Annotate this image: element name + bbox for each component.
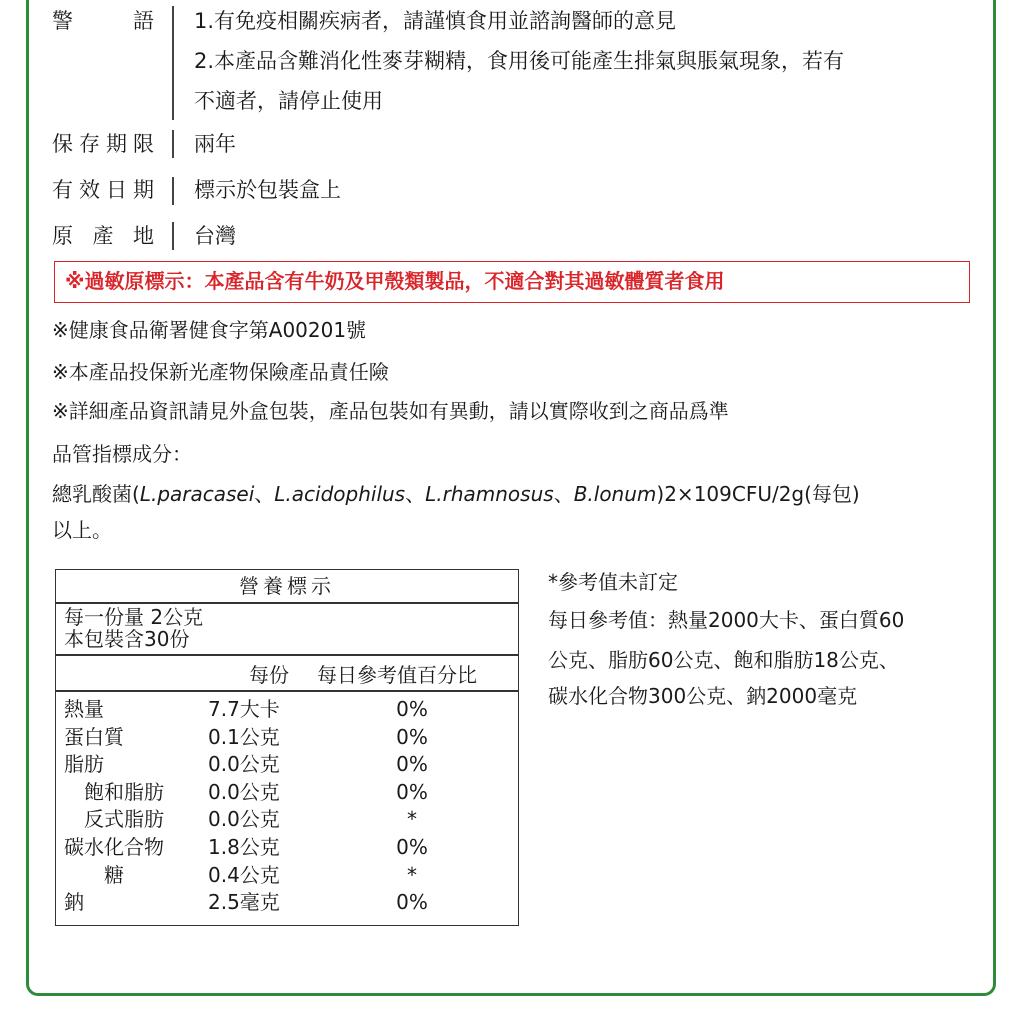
strain-1: L.paracasei	[139, 482, 255, 506]
serving-size: 每一份量 2公克	[64, 605, 204, 629]
warning-line-3: 不適者，請停止使用	[194, 89, 383, 113]
nutrient-daily-value: 0%	[396, 724, 428, 749]
reference-line-3: 碳水化合物300公克、鈉2000毫克	[548, 684, 858, 708]
warning-line-2: 2.本產品含難消化性麥芽糊精，食用後可能產生排氣與脹氣現象，若有	[194, 49, 845, 73]
spec-divider-expiry	[172, 177, 174, 205]
allergen-warning: ※過敏原標示：本產品含有牛奶及甲殼類製品，不適合對其過敏體質者食用	[54, 261, 970, 303]
expiry-label: 有效日期	[52, 178, 154, 202]
spec-divider-shelf	[172, 130, 174, 158]
nutrient-amount: 1.8公克	[208, 835, 280, 859]
strain-2: L.acidophilus	[274, 482, 406, 506]
nutrient-amount: 0.4公克	[208, 862, 280, 887]
ingredients-suffix: )2×109CFU/2g(每包)	[656, 482, 860, 506]
shelf-life-value: 兩年	[194, 132, 236, 156]
nutrient-daily-value: 0%	[396, 752, 428, 777]
nutrient-amount: 2.5毫克	[208, 890, 280, 915]
ingredients-heading: 品管指標成分：	[52, 442, 192, 466]
note-packaging: ※詳細產品資訊請見外盒包裝，產品包裝如有異動，請以實際收到之商品爲準	[52, 399, 729, 423]
separator: 、	[405, 482, 426, 506]
nutrient-name: 鈉	[64, 890, 84, 915]
nutrient-name: 蛋白質	[64, 724, 124, 749]
nutrition-title: 營養標示	[239, 574, 335, 598]
col-daily-value: 每日參考值百分比	[317, 663, 477, 687]
nutrition-table	[55, 569, 519, 926]
nutrient-name: 脂肪	[64, 752, 104, 777]
nutrition-rule-mid	[56, 654, 518, 656]
note-insurance: ※本產品投保新光產物保險產品責任險	[52, 360, 389, 384]
nutrient-name: 熱量	[64, 697, 104, 721]
nutrient-daily-value: 0%	[396, 835, 428, 859]
ingredients-prefix: 總乳酸菌(	[52, 482, 140, 506]
shelf-life-label: 保存期限	[52, 132, 154, 156]
nutrient-amount: 0.1公克	[208, 724, 280, 749]
nutrient-name: 糖	[104, 862, 124, 887]
nutrient-daily-value: 0%	[396, 890, 428, 915]
reference-line-2: 公克、脂肪60公克、飽和脂肪18公克、	[548, 648, 899, 672]
spec-divider-origin	[172, 222, 174, 250]
ingredients-line	[52, 480, 860, 508]
expiry-value: 標示於包裝盒上	[194, 178, 341, 202]
nutrient-amount: 0.0公克	[208, 807, 280, 832]
origin-value: 台灣	[194, 224, 236, 248]
servings-per-pack: 本包裝含30份	[64, 627, 190, 651]
reference-line-1: 每日參考值：熱量2000大卡、蛋白質60	[548, 608, 905, 632]
nutrition-rule-top	[56, 602, 518, 604]
nutrient-name: 碳水化合物	[64, 835, 164, 859]
nutrient-name: 反式脂肪	[84, 807, 164, 832]
nutrient-daily-value: *	[407, 862, 417, 887]
separator: 、	[553, 482, 574, 506]
spec-divider-warning	[172, 6, 174, 120]
col-per-serving: 每份	[249, 663, 289, 687]
strain-4: B.lonum	[573, 482, 657, 506]
nutrient-daily-value: *	[407, 807, 417, 832]
origin-label: 原產地	[52, 224, 154, 248]
reference-note: *參考值未訂定	[548, 570, 678, 594]
warning-label: 警語	[52, 9, 154, 33]
note-license: ※健康食品衛署健食字第A00201號	[52, 318, 367, 342]
separator: 、	[254, 482, 275, 506]
nutrient-name: 飽和脂肪	[84, 779, 164, 804]
warning-line-1: 1.有免疫相關疾病者，請謹慎食用並諮詢醫師的意見	[194, 9, 677, 33]
strain-3: L.rhamnosus	[425, 482, 554, 506]
nutrient-amount: 0.0公克	[208, 752, 280, 777]
nutrient-daily-value: 0%	[396, 779, 428, 804]
ingredients-tail: 以上。	[52, 518, 112, 542]
nutrient-amount: 7.7大卡	[208, 697, 280, 721]
nutrient-amount: 0.0公克	[208, 779, 280, 804]
nutrition-rule-header	[56, 690, 518, 692]
nutrient-daily-value: 0%	[396, 697, 428, 721]
